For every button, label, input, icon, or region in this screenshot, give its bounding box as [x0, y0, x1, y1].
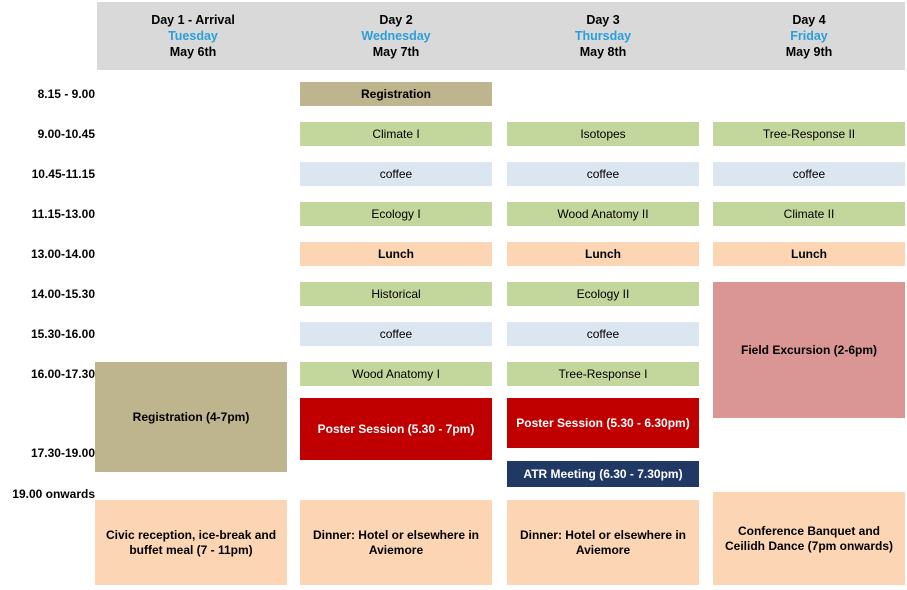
- session-dinner-day2[interactable]: Dinner: Hotel or elsewhere in Aviemore: [300, 500, 492, 585]
- session-climate-ii[interactable]: Climate II: [713, 202, 905, 226]
- header-day-label: Day 3: [586, 13, 620, 27]
- time-label: 9.00-10.45: [37, 127, 95, 141]
- header-col-day1: [97, 2, 289, 70]
- session-wood-anatomy-ii[interactable]: Wood Anatomy II: [507, 202, 699, 226]
- header-weekday-label: Tuesday: [168, 29, 218, 43]
- session-wood-anatomy-i[interactable]: Wood Anatomy I: [300, 362, 492, 386]
- session-ecology-ii[interactable]: Ecology II: [507, 282, 699, 306]
- session-coffee-day3-am[interactable]: coffee: [507, 162, 699, 186]
- header-day-label: Day 4: [792, 13, 826, 27]
- session-coffee-day4-am[interactable]: coffee: [713, 162, 905, 186]
- session-dinner-day3[interactable]: Dinner: Hotel or elsewhere in Aviemore: [507, 500, 699, 585]
- time-label: 13.00-14.00: [30, 247, 95, 261]
- session-tree-response-i[interactable]: Tree-Response I: [507, 362, 699, 386]
- time-label: 15.30-16.00: [30, 327, 95, 341]
- header-date-label: May 8th: [579, 45, 627, 59]
- session-coffee-day3-pm[interactable]: coffee: [507, 322, 699, 346]
- session-registration-day2[interactable]: Registration: [300, 82, 492, 106]
- time-label: 11.15-13.00: [31, 207, 95, 221]
- session-conference-banquet[interactable]: Conference Banquet and Ceilidh Dance (7pm onwards): [713, 492, 905, 585]
- session-ecology-i[interactable]: Ecology I: [300, 202, 492, 226]
- header-day-label: Day 1 - Arrival: [151, 13, 235, 27]
- header-date-label: May 7th: [372, 45, 420, 59]
- time-label: 16.00-17.30: [30, 367, 95, 381]
- header-col-day2: [300, 2, 492, 70]
- header-weekday-label: Friday: [790, 29, 828, 43]
- session-climate-i[interactable]: Climate I: [300, 122, 492, 146]
- header-col-day3: [507, 2, 699, 70]
- session-coffee-day2-am[interactable]: coffee: [300, 162, 492, 186]
- header-weekday-label: Wednesday: [361, 29, 431, 43]
- session-isotopes[interactable]: Isotopes: [507, 122, 699, 146]
- header-day-label: Day 2: [379, 13, 413, 27]
- time-label: 10.45-11.15: [31, 167, 95, 181]
- header-col-day4: [713, 2, 905, 70]
- header-date-label: May 6th: [169, 45, 217, 59]
- session-poster-day2[interactable]: Poster Session (5.30 - 7pm): [300, 398, 492, 460]
- session-lunch-day3[interactable]: Lunch: [507, 242, 699, 266]
- time-label: 17.30-19.00: [30, 446, 95, 460]
- session-atr-meeting[interactable]: ATR Meeting (6.30 - 7.30pm): [507, 461, 699, 487]
- session-field-excursion[interactable]: Field Excursion (2-6pm): [713, 282, 905, 418]
- session-civic-reception[interactable]: Civic reception, ice-break and buffet meal (7 - 11pm): [95, 500, 287, 585]
- header-date-label: May 9th: [785, 45, 833, 59]
- time-label: 14.00-15.30: [30, 287, 95, 301]
- session-historical[interactable]: Historical: [300, 282, 492, 306]
- session-coffee-day2-pm[interactable]: coffee: [300, 322, 492, 346]
- session-lunch-day4[interactable]: Lunch: [713, 242, 905, 266]
- header-weekday-label: Thursday: [574, 29, 632, 43]
- time-label: 8.15 - 9.00: [37, 87, 95, 101]
- session-registration-day1[interactable]: Registration (4-7pm): [95, 362, 287, 472]
- time-label: 19.00 onwards: [12, 487, 95, 501]
- session-lunch-day2[interactable]: Lunch: [300, 242, 492, 266]
- session-poster-day3[interactable]: Poster Session (5.30 - 6.30pm): [507, 398, 699, 448]
- session-tree-response-ii[interactable]: Tree-Response II: [713, 122, 905, 146]
